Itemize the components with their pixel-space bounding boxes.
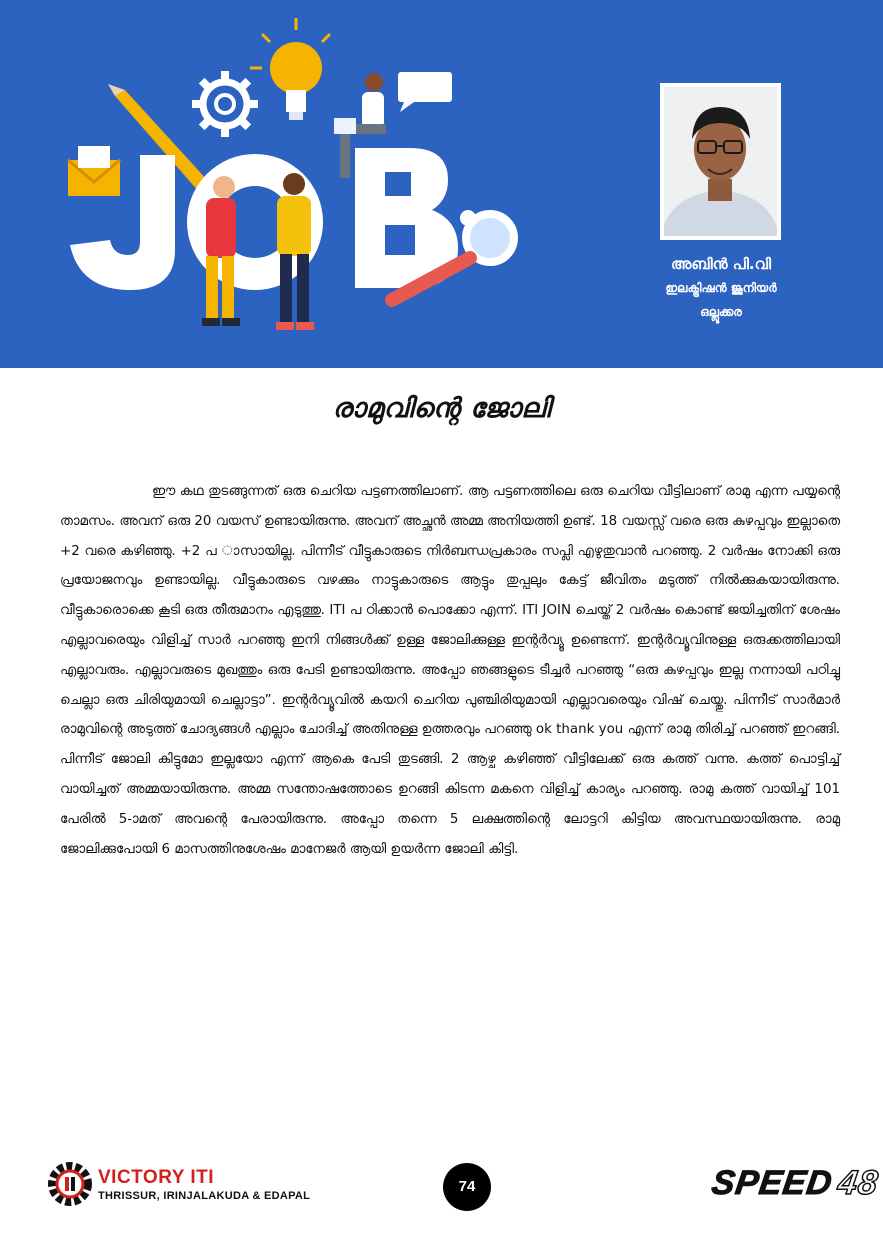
author-role: ഇലക്ട്രിഷൻ ജൂനിയർ [665,281,777,295]
author-place: ഒല്ലൂക്കര [700,305,742,319]
lightbulb-icon [250,18,330,120]
magazine-name: SPEED [709,1164,836,1202]
author-info [610,252,832,324]
header-banner [0,0,883,368]
gear-icon [192,71,258,137]
page-number: 74 [443,1163,491,1211]
magazine-logo [709,1164,881,1203]
brand-branches: THRISSUR, IRINJALAKUDA & EDAPAL [98,1190,311,1202]
brand-name: VICTORY ITI [98,1167,215,1188]
speech-bubble-icon [398,72,452,112]
article-body: ഈ കഥ തുടങ്ങുന്നത് ഒരു ചെറിയ പട്ടണത്തിലാണ്. ആ പട്ടണത്തിലെ ഒരു ചെറിയ വീട്ടിലാണ് രാമു എന്ന പയ്യന്റെ താമസം. അവന് ഒരു 20 വയസ് ഉണ്ടായിരുന്നു. അവന് അച്ഛൻ അമ്മ അനിയത്തി ഉണ്ട്. 18 വയസ്സ് വരെ ഒരു കുഴപ്പവും ഇല്ലാതെ +2 വരെ കഴിഞ്ഞു. +2 പ ാസായില്ല. പിന്നീട് വീട്ടുകാരുടെ നിർബന്ധപ്രകാരം സപ്ലി എഴുതുവാൻ പറഞ്ഞു. 2 വർഷം നോക്കി ഒരു പ്രയോജനവും ഉണ്ടായില്ല. വീട്ടുകാരുടെ വഴക്കും നാട്ടുകാരുടെ ആട്ടും തുപ്പലും കേട്ട് ജീവിതം മടുത്ത് നിൽക്കുകയായിരുന്നു. വീട്ടുകാരൊക്കെ കൂടി ഒരു തീരുമാനം എടുത്തു. ITI പ ഠിക്കാൻ പൊക്കോ എന്ന്. ITI JOIN ചെയ്ത് 2 വർഷം കൊണ്ട് ജയിച്ചതിന് ശേഷം എല്ലാവരെയും വിളിച്ച് സാർ പറഞ്ഞു ഇനി നിങ്ങൾക്ക് ഉള്ള ജോലിക്കുള്ള ഇന്റർവ്യൂ ഉണ്ടെന്ന്. ഇന്റർവ്യൂവിനുള്ള ഒരുക്കത്തിലായി എല്ലാവരും. എല്ലാവരുടെ മുഖത്തും ഒരു പേടി ഉണ്ടായിരുന്നു. അപ്പോ ഞങ്ങളുടെ ടീച്ചർ പറഞ്ഞു “ഒരു കുഴപ്പവും ഇല്ല നന്നായി പഠിച്ചു ചെല്ലാ ഒരു ചിരിയുമായി ചെല്ലാട്ടാ”. ഇന്റർവ്യൂവിൽ കയറി ചെറിയ പുഞ്ചിരിയുമായി എല്ലാവരെയും വിഷ് ചെയ്തു. പിന്നീട് സാർമാർ രാമുവിന്റെ അടുത്ത് ചോദ്യങ്ങൾ എല്ലാം ചോദിച്ച് അതിനുള്ള ഉത്തരവും പറഞ്ഞു ok thank you എന്ന് രാമു തിരിച്ച് പറഞ്ഞ് ഇറങ്ങി. പിന്നീട് ജോലി കിട്ടുമോ ഇല്ലയോ എന്ന് ആകെ പേടി തുടങ്ങി. 2 ആഴ്ച കഴിഞ്ഞ് വീട്ടിലേക്ക് ഒരു കത്ത് വന്നു. കത്ത് പൊട്ടിച്ച് വായിച്ചത് അമ്മയായിരുന്നു. അമ്മ സന്തോഷത്തോടെ ഉറങ്ങി കിടന്ന മകനെ വിളിച്ച് കാര്യം പറഞ്ഞു. രാമു കത്ത് വായിച്ച് 101 പേരിൽ 5-ാമത് അവന്റെ പേരായിരുന്നു. അപ്പോ തന്നെ 5 ലക്ഷത്തിന്റെ ലോട്ടറി കിട്ടിയ അവസ്ഥയായിരുന്നു. രാമു ജോലിക്കുപോയി 6 മാസത്തിനുശേഷം മാനേജർ ആയി ഉയർന്ന ജോലി കിട്ടി. [60,484,840,857]
job-letters [70,148,476,290]
victory-iti-logo [46,1160,94,1208]
magazine-issue: 48 [835,1164,881,1202]
job-illustration [0,0,620,368]
avatar [664,87,777,236]
envelope-icon [68,146,120,196]
author-name: അബിൻ പി.വി [670,255,772,273]
author-photo [660,83,781,240]
article-title: രാമുവിന്റെ ജോലി [332,393,551,424]
